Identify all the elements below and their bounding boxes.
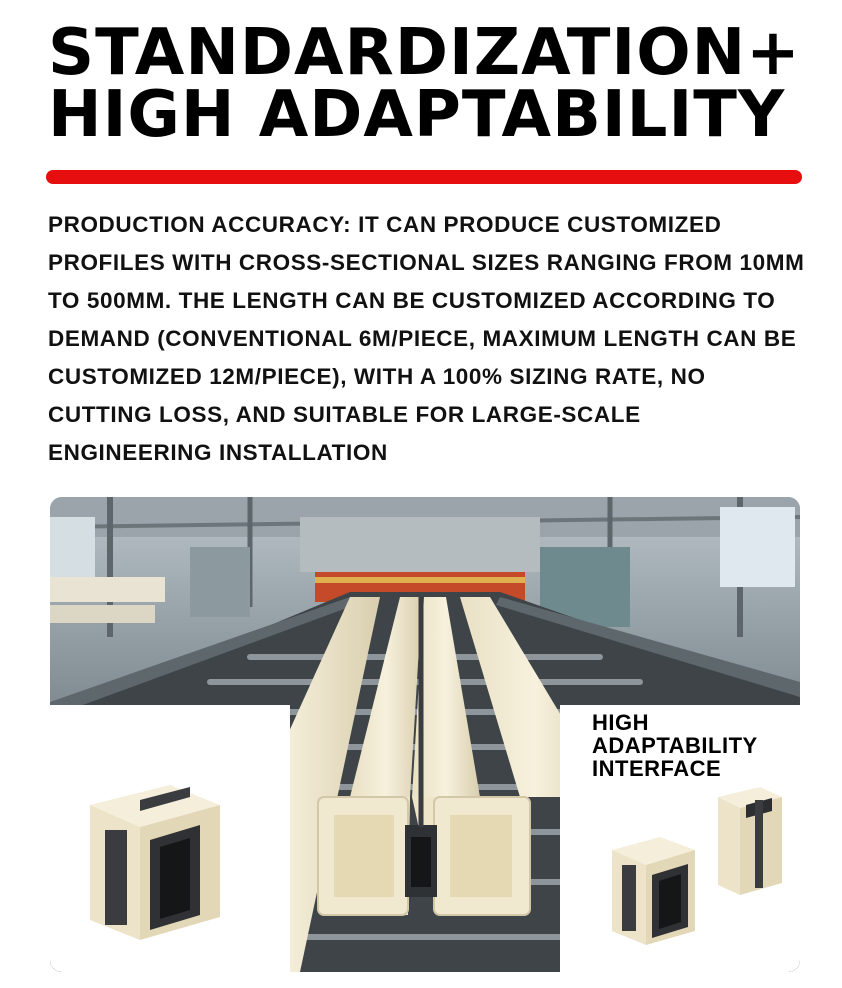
interface-label-line-3: INTERFACE: [592, 756, 722, 781]
profile-block-illustration: [50, 705, 290, 972]
accent-divider: [46, 170, 802, 184]
interface-inset: [560, 705, 800, 972]
factory-photo: [50, 497, 800, 972]
profile-closeup-inset: [50, 705, 290, 972]
description-paragraph: PRODUCTION ACCURACY: IT CAN PRODUCE CUSTOMIZED PROFILES WITH CROSS-SECTIONAL SIZES RANGING FROM 10MM TO 500MM. THE LENGTH CAN BE CUSTOMIZED ACCORDING TO DEMAND (CONVENTIONAL 6M/PIECE, MAXIMUM LENGTH CAN BE CUSTOMIZED 12M/PIECE), WITH A 100% SIZING RATE, NO CUTTING LOSS, AND SUITABLE FOR LARGE-SCALE ENGINEERING INSTALLATION: [48, 212, 805, 465]
interface-label-line-2: ADAPTABILITY: [592, 733, 758, 758]
interface-label-line-1: HIGH: [592, 710, 649, 735]
interface-blocks-illustration: [560, 705, 800, 972]
page-title: STANDARDIZATION+HIGH ADAPTABILITY: [48, 16, 801, 152]
